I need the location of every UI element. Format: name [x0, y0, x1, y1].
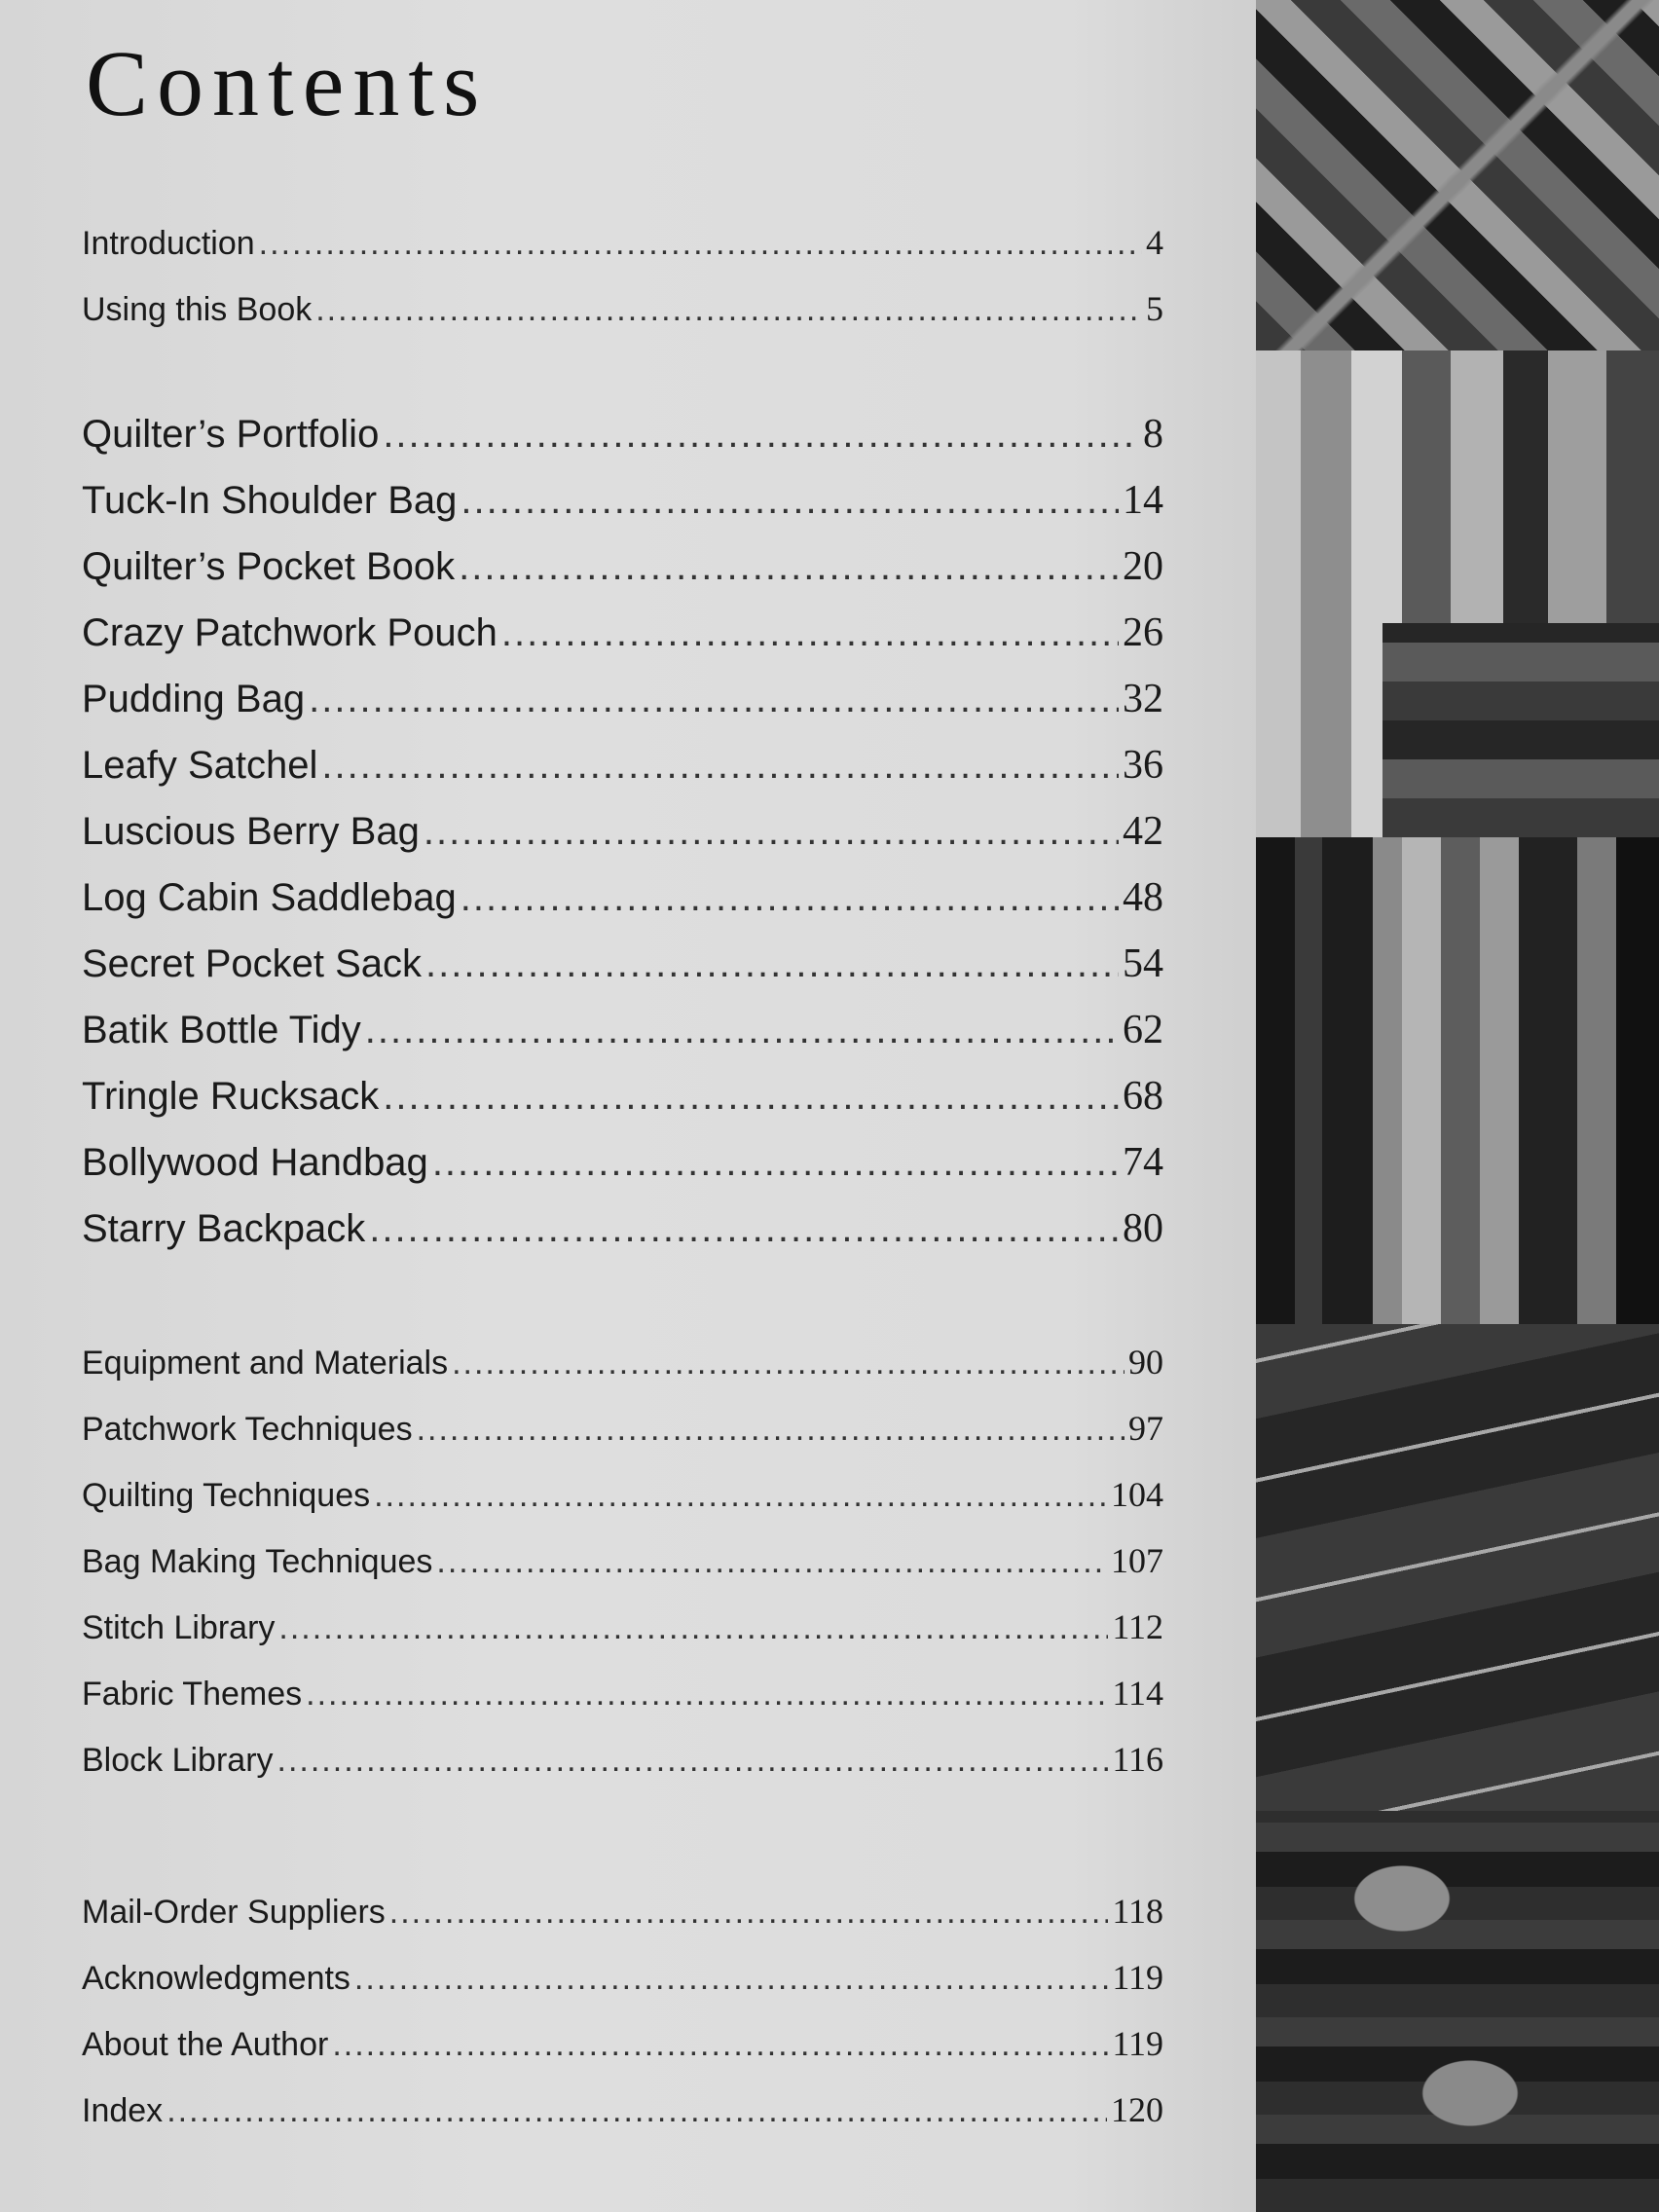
- dot-leader: [436, 1543, 1107, 1581]
- toc-entry-title: Equipment and Materials: [82, 1345, 449, 1382]
- toc-entry: [82, 1007, 1163, 1053]
- toc-entry-page-number: 36: [1123, 743, 1163, 788]
- toc-entry-title: Mail-Order Suppliers: [82, 1894, 386, 1931]
- quilt-photo-strip: [1256, 0, 1659, 2212]
- dot-leader: [354, 1960, 1108, 1998]
- toc-entry: [82, 1408, 1163, 1449]
- toc-entry-page-number: 90: [1128, 1343, 1163, 1382]
- dot-leader: [452, 1345, 1124, 1382]
- toc-entry: [82, 742, 1163, 789]
- toc-entry-page-number: 118: [1112, 1892, 1163, 1931]
- toc-entry-title: Fabric Themes: [82, 1676, 303, 1713]
- dot-leader: [461, 479, 1119, 523]
- toc-entry-title: Crazy Patchwork Pouch: [82, 611, 498, 654]
- toc-entry-page-number: 80: [1123, 1206, 1163, 1251]
- toc-entry-title: Quilting Techniques: [82, 1477, 371, 1514]
- toc-entry: [82, 808, 1163, 855]
- dot-leader: [425, 942, 1119, 986]
- toc-entry-page-number: 97: [1128, 1409, 1163, 1448]
- toc-entry: [82, 1606, 1163, 1647]
- dot-leader: [278, 1609, 1108, 1647]
- toc-entry-page-number: 32: [1123, 677, 1163, 721]
- dot-leader: [306, 1676, 1108, 1714]
- toc-entry-title: Log Cabin Saddlebag: [82, 876, 457, 919]
- toc-entry-page-number: 116: [1112, 1740, 1163, 1779]
- dot-leader: [277, 1742, 1109, 1780]
- toc-entry-title: Tringle Rucksack: [82, 1075, 380, 1118]
- toc-entry-title: Bollywood Handbag: [82, 1141, 428, 1184]
- toc-entry: [82, 1540, 1163, 1581]
- toc-entry-title: Introduction: [82, 225, 255, 262]
- toc-entry-title: Luscious Berry Bag: [82, 810, 420, 853]
- toc-entry-page-number: 120: [1111, 2090, 1163, 2129]
- toc-entry-page-number: 62: [1123, 1008, 1163, 1052]
- toc-entry: [82, 940, 1163, 987]
- toc-entry: [82, 676, 1163, 722]
- toc-entry: [82, 477, 1163, 524]
- toc-entry-title: Batik Bottle Tidy: [82, 1009, 361, 1051]
- dot-leader: [374, 1477, 1107, 1515]
- toc-entry: [82, 1673, 1163, 1714]
- toc-entry: [82, 1139, 1163, 1186]
- dot-leader: [321, 744, 1119, 788]
- dot-leader: [166, 2092, 1107, 2130]
- toc-entry: [82, 1474, 1163, 1515]
- quilt-leaf-patch: [1256, 1811, 1659, 2212]
- toc-entry: [82, 1073, 1163, 1120]
- toc-entry: [82, 1957, 1163, 1998]
- toc-entry: [82, 222, 1163, 263]
- toc-entry-title: Block Library: [82, 1742, 274, 1779]
- toc-entry: [82, 1342, 1163, 1382]
- toc-entry-page-number: 8: [1143, 412, 1163, 457]
- dot-leader: [459, 545, 1119, 589]
- dot-leader: [424, 810, 1119, 854]
- dot-leader: [389, 1894, 1109, 1932]
- toc-entry-page-number: 104: [1111, 1475, 1163, 1514]
- dot-leader: [383, 1075, 1119, 1119]
- toc-entry-page-number: 119: [1112, 1958, 1163, 1997]
- toc-entry-title: Stitch Library: [82, 1609, 276, 1646]
- toc-entry-title: Starry Backpack: [82, 1207, 366, 1250]
- quilt-stitched-patch: [1256, 1324, 1659, 1811]
- toc-entry-page-number: 112: [1112, 1607, 1163, 1646]
- toc-entry: [82, 874, 1163, 921]
- toc-entry-title: Index: [82, 2092, 164, 2129]
- dot-leader: [365, 1009, 1119, 1052]
- toc-entry-title: Pudding Bag: [82, 678, 306, 720]
- dot-leader: [369, 1207, 1119, 1251]
- toc-entry-title: Leafy Satchel: [82, 744, 318, 787]
- toc-entry-page-number: 119: [1112, 2024, 1163, 2063]
- toc-entry: [82, 2023, 1163, 2064]
- dot-leader: [461, 876, 1119, 920]
- toc-entry-page-number: 14: [1123, 478, 1163, 523]
- toc-entry-title: Bag Making Techniques: [82, 1543, 433, 1580]
- dot-leader: [501, 611, 1119, 655]
- quilt-triangle-patch: [1256, 0, 1659, 350]
- dot-leader: [432, 1141, 1119, 1185]
- toc-entry-page-number: 42: [1123, 809, 1163, 854]
- toc-entry: [82, 1739, 1163, 1780]
- toc-entry-title: Acknowledgments: [82, 1960, 350, 1997]
- dot-leader: [383, 413, 1139, 457]
- dot-leader: [259, 225, 1142, 263]
- toc-entry: [82, 543, 1163, 590]
- toc-entry-page-number: 114: [1112, 1674, 1163, 1713]
- toc-entry-page-number: 26: [1123, 610, 1163, 655]
- dot-leader: [309, 678, 1119, 721]
- toc-entry-page-number: 5: [1146, 289, 1163, 328]
- dot-leader: [332, 2026, 1108, 2064]
- toc-entry: [82, 609, 1163, 656]
- toc-entry-page-number: 20: [1123, 544, 1163, 589]
- quilt-stripe-patch: [1382, 623, 1659, 837]
- toc-entry: [82, 1891, 1163, 1932]
- toc-entry: [82, 288, 1163, 329]
- toc-entry-page-number: 107: [1111, 1541, 1163, 1580]
- toc-entry-page-number: 4: [1146, 223, 1163, 262]
- toc-entry-title: Patchwork Techniques: [82, 1411, 413, 1448]
- toc-entry-title: Secret Pocket Sack: [82, 942, 423, 985]
- toc-entry-page-number: 68: [1123, 1074, 1163, 1119]
- toc-entry-title: About the Author: [82, 2026, 329, 2063]
- toc-entry: [82, 1205, 1163, 1252]
- toc-entry-page-number: 74: [1123, 1140, 1163, 1185]
- toc-entry: [82, 2089, 1163, 2130]
- dot-leader: [315, 291, 1142, 329]
- toc-entry-page-number: 48: [1123, 875, 1163, 920]
- quilt-dark-strip-patch: [1256, 837, 1659, 1324]
- toc-entry-title: Tuck-In Shoulder Bag: [82, 479, 458, 522]
- toc-entry: [82, 411, 1163, 458]
- toc-entry-title: Quilter’s Portfolio: [82, 413, 380, 456]
- toc-entry-title: Using this Book: [82, 291, 313, 328]
- toc-entry-title: Quilter’s Pocket Book: [82, 545, 456, 588]
- page-title: Contents: [86, 31, 489, 135]
- dot-leader: [417, 1411, 1124, 1449]
- toc-entry-page-number: 54: [1123, 941, 1163, 986]
